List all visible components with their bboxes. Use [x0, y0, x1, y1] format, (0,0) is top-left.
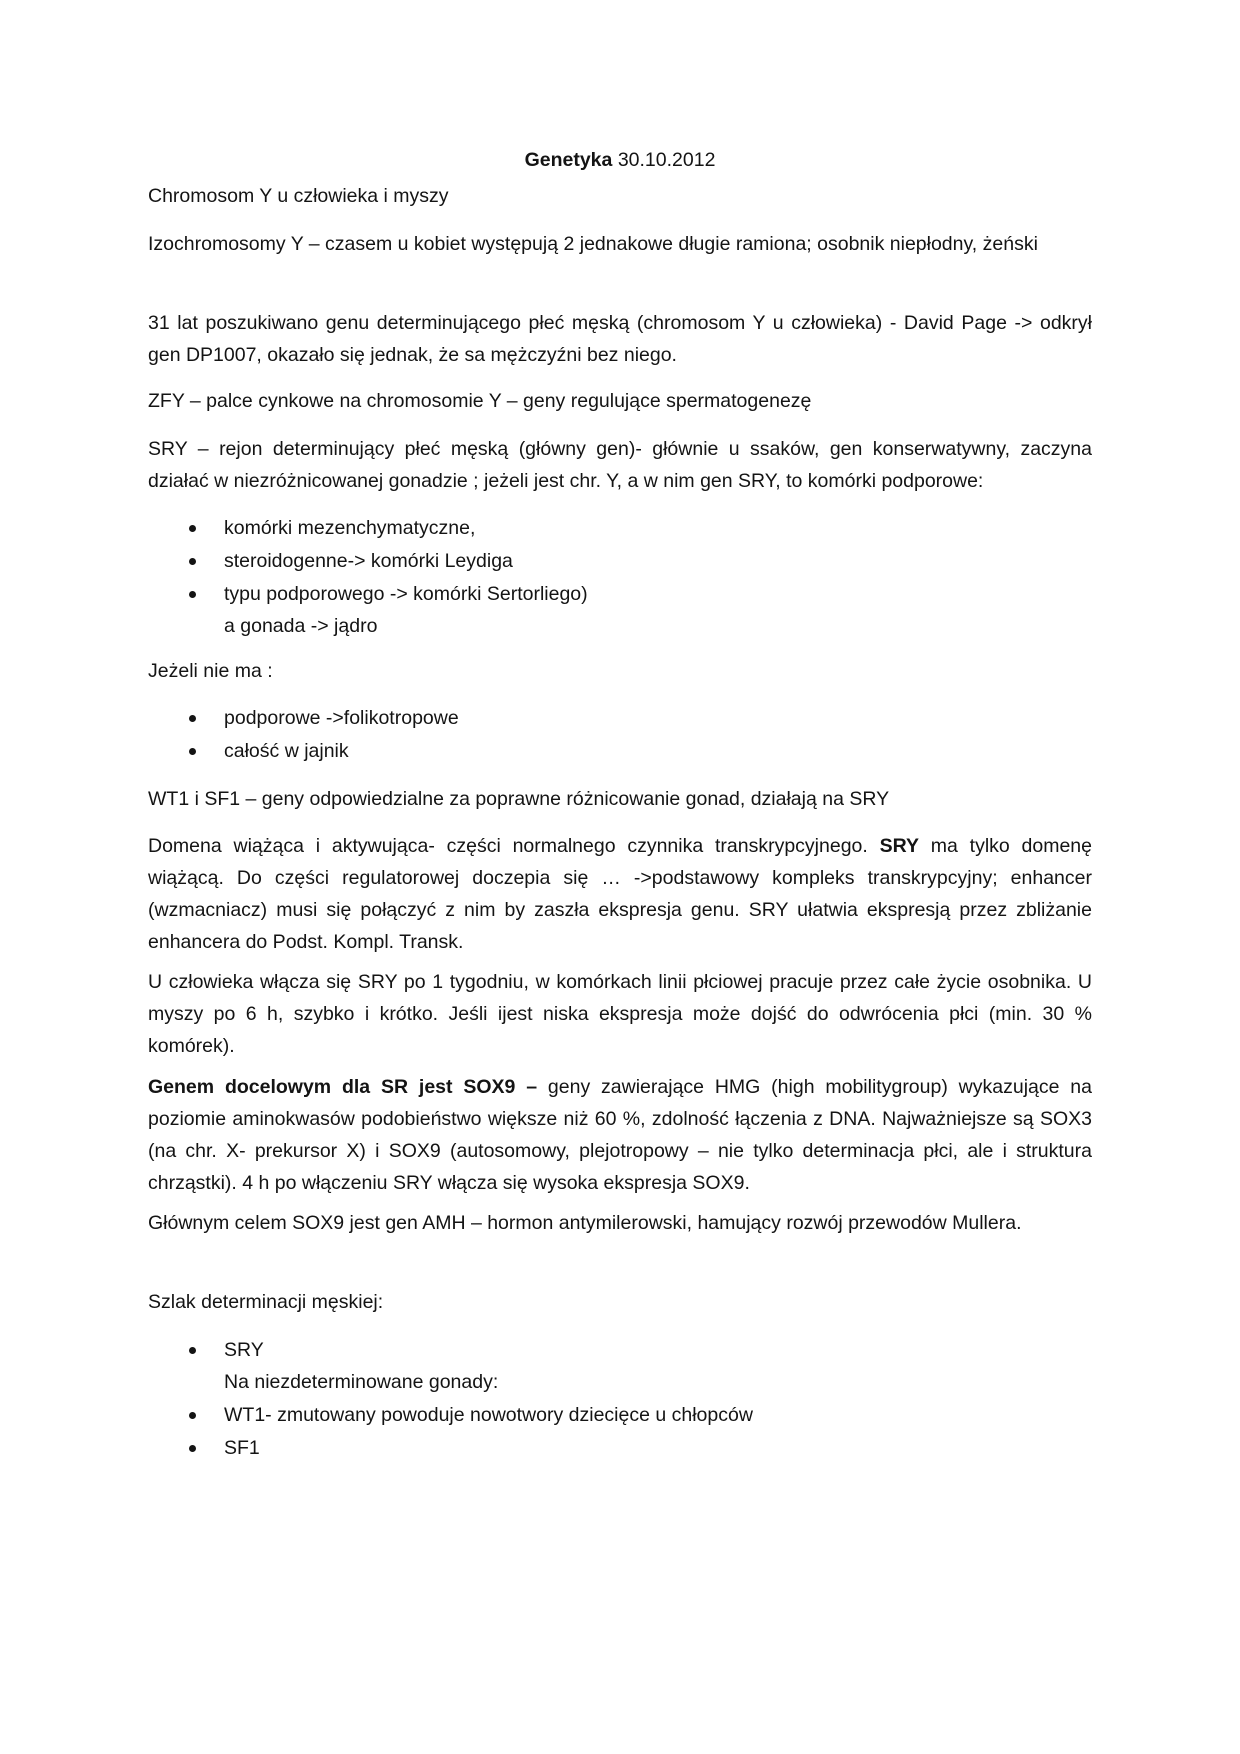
list-item [224, 1432, 1084, 1464]
paragraph-wt1-sf1: WT1 i SF1 – geny odpowiedzialne za poprawne różnicowanie gonad, działają na SRY [148, 788, 890, 810]
list-item-text: całość w jajnik [224, 740, 349, 762]
paragraph-domena-bold: SRY [879, 835, 919, 857]
paragraph-amh: Głównym celem SOX9 jest gen AMH – hormon antymilerowski, hamujący rozwój przewodów Mullera. [148, 1212, 1022, 1234]
paragraph-sox9-rest: geny zawierające HMG (high mobilitygroup) wykazujące na poziomie aminokwasów podobieństwo większe niż 60 %, zdolność łączenia z DNA. Najważniejsze są SOX3 (na chr. X- prekursor X) i SOX9 (autosomowy, plejotropowy – nie tylko determinacja płci, ale i struktura chrząstki). 4 h po włączeniu SRY włącza się wysoka ekspresja SOX9. [148, 1076, 1093, 1194]
page-title [148, 148, 1092, 172]
list-item-continuation: Na niezdeterminowane gonady: [224, 1371, 499, 1393]
bullet-icon [189, 525, 196, 532]
list-item [224, 578, 1084, 642]
paragraph-zfy: ZFY – palce cynkowe na chromosomie Y – geny regulujące spermatogenezę [148, 390, 812, 412]
paragraph-sry: SRY – rejon determinujący płeć męską (główny gen)- głównie u ssaków, gen konserwatywny, zaczyna działać w niezróżnicowanej gonadzie ; jeżeli jest chr. Y, a w nim gen SRY, to komórki podporowe: [148, 438, 1092, 492]
list-item-text: podporowe ->folikotropowe [224, 707, 459, 729]
paragraph-izochromosomy: Izochromosomy Y – czasem u kobiet występują 2 jednakowe długie ramiona; osobnik niepłodny, żeński [148, 233, 1038, 255]
list-item-text: SF1 [224, 1437, 260, 1459]
paragraph-sox9-bold: Genem docelowym dla SR jest SOX9 – [148, 1076, 538, 1098]
list-item [224, 512, 1084, 544]
list-item-continuation: a gonada -> jądro [224, 615, 378, 637]
bullet-icon [189, 715, 196, 722]
list-item [224, 1399, 1084, 1431]
list-item [224, 545, 1084, 577]
paragraph-sox9 [148, 1071, 1092, 1199]
bullet-icon [189, 1445, 196, 1452]
list-item-text: komórki mezenchymatyczne, [224, 517, 476, 539]
list-item [224, 1334, 1084, 1398]
list-item-text: WT1- zmutowany powoduje nowotwory dziecięce u chłopców [224, 1404, 753, 1426]
paragraph-jezeli-nie-ma: Jeżeli nie ma : [148, 660, 273, 682]
paragraph-heading-chromosome-y: Chromosom Y u człowieka i myszy [148, 185, 449, 207]
list-item-text: SRY [224, 1339, 264, 1361]
bullet-icon [189, 1412, 196, 1419]
bullet-icon [189, 558, 196, 565]
paragraph-domena-part2: ma tylko domenę wiążącą. Do części regulatorowej doczepia się … ->podstawowy kompleks transkrypcyjny; enhancer (wzmacniacz) musi się połączyć z nim by zaszła ekspresja genu. SRY ułatwia ekspresją przez zbliżanie enhancera do Podst. Kompl. Transk. [148, 835, 1093, 953]
list-item-text: typu podporowego -> komórki Sertorliego) [224, 583, 588, 605]
title-date: 30.10.2012 [617, 149, 716, 171]
paragraph-u-czlowieka: U człowieka włącza się SRY po 1 tygodniu, w komórkach linii płciowej pracuje przez całe życie osobnika. U myszy po 6 h, szybko i krótko. Jeśli ijest niska ekspresja może dojść do odwrócenia płci (min. 30 % komórek). [148, 971, 1092, 1057]
bullet-icon [189, 1347, 196, 1354]
list-item [224, 702, 1084, 734]
paragraph-david-page: 31 lat poszukiwano genu determinującego płeć męską (chromosom Y u człowieka) - David Page -> odkrył gen DP1007, okazało się jednak, że sa mężczyźni bez niego. [148, 312, 1092, 366]
bullet-icon [189, 748, 196, 755]
bullet-icon [189, 591, 196, 598]
title-bold: Genetyka [524, 149, 613, 171]
paragraph-domena-part1: Domena wiążąca i aktywująca- części normalnego czynnika transkrypcyjnego. [148, 835, 880, 857]
list-item [224, 735, 1084, 767]
paragraph-szlak: Szlak determinacji męskiej: [148, 1291, 384, 1313]
paragraph-domena [148, 830, 1092, 958]
list-item-text: steroidogenne-> komórki Leydiga [224, 550, 513, 572]
